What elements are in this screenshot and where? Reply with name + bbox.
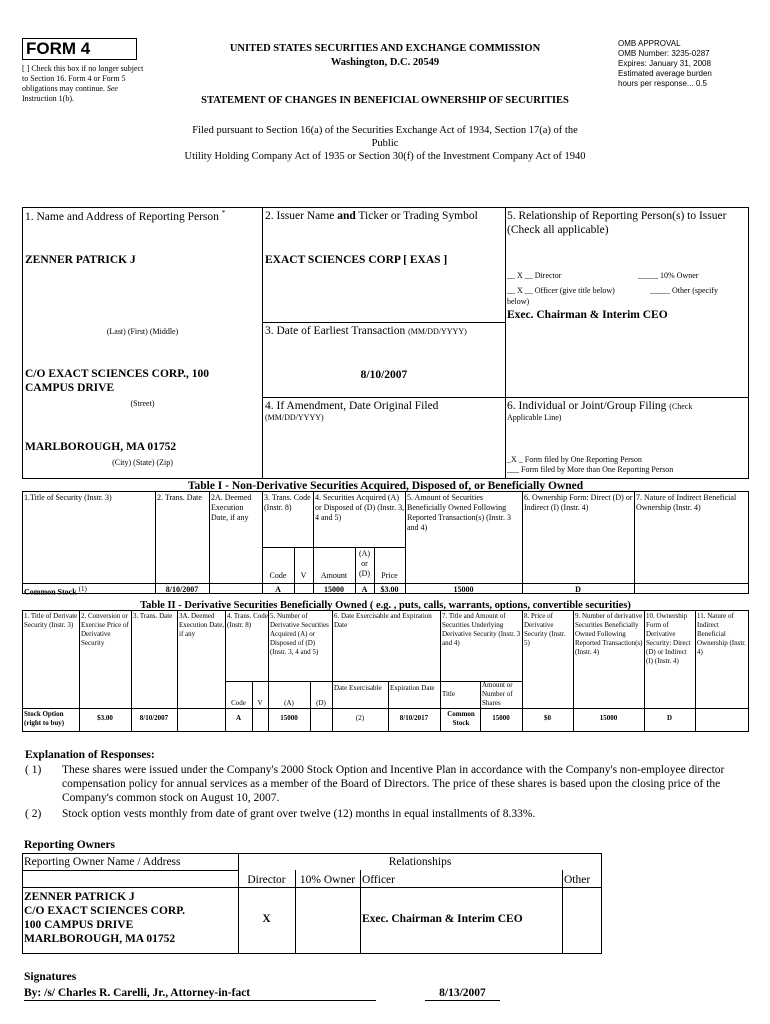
top-form-grid [22, 207, 749, 479]
t1-h-date: 2. Trans. Date [157, 493, 202, 502]
director-checkbox[interactable]: __ X __ Director [507, 271, 562, 280]
filing-one-person[interactable]: _X _ Form filed by One Reporting Person [507, 455, 642, 464]
t2-h-title: 1. Title of Derivate Security (Instr. 3) [24, 612, 78, 629]
t2-h-conversion: 2. Conversion or Exercise Price of Derivative Security [81, 612, 129, 647]
t1-aord: A [361, 585, 368, 594]
t2-sub-code: Code [231, 699, 246, 707]
t1-date: 8/10/2007 [165, 585, 199, 594]
reporting-owners-heading: Reporting Owners [24, 839, 116, 851]
explanation-text-2: Stock option vests monthly from date of grant over twelve (12) months in equal installments of 8.33%. [62, 808, 536, 820]
box4-label: 4. If Amendment, Date Original Filed [265, 400, 439, 412]
t1-sub-v: V [300, 571, 307, 580]
owner-address: ZENNER PATRICK J C/O EXACT SCIENCES CORP. 100 CAMPUS DRIVE MARLBOROUGH, MA 01752 [24, 891, 186, 945]
table2-title: Table II - Derivative Securities Beneficially Owned ( e.g. , puts, calls, warrants, options, convertible securities) [140, 600, 631, 611]
box2-label: 2. Issuer Name and Ticker or Trading Symbol [265, 210, 478, 222]
t2-h-code: 4. Trans. Code (Instr. 8) [227, 612, 268, 629]
t2-h-owned: 9. Number of derivative Securities Beneficially Owned Following Reported Transaction(s) (Instr. 4) [575, 612, 643, 656]
t2-sub-exercisable: Date Exercisable [334, 684, 382, 692]
t1-sub-aord: (A) or (D) [358, 549, 371, 578]
agency-location: Washington, D.C. 20549 [330, 57, 440, 68]
box6-label: 6. Individual or Joint/Group Filing (Check [507, 400, 693, 412]
t2-date: 8/10/2007 [139, 714, 169, 722]
omb-burden: Estimated average burden [618, 69, 712, 78]
check-box-note: [ ] Check this box if no longer subject to Section 16. Form 4 or Form 5 obligations may continue. See Instruction 1(b). [22, 64, 144, 103]
below-label: below) [507, 297, 530, 306]
col-officer: Officer [362, 874, 395, 886]
t2-price: $3.00 [97, 714, 113, 722]
explanation-num-2: ( 2) [25, 808, 42, 820]
earliest-transaction-date: 8/10/2007 [360, 369, 408, 381]
table1-title: Table I - Non-Derivative Securities Acquired, Disposed of, or Beneficially Owned [187, 480, 584, 492]
t1-h-deemed: 2A. Deemed Execution Date, if any [211, 493, 252, 522]
other-checkbox[interactable]: _____ Other (specify [650, 286, 718, 295]
reporting-person-name: ZENNER PATRICK J [25, 254, 136, 266]
t1-sub-price: Price [381, 571, 398, 580]
t2-a: 15000 [280, 714, 298, 722]
t1-form: D [575, 585, 581, 594]
t2-sub-amount: Amount or Number of Shares [482, 681, 513, 707]
name-parts-label: (Last) (First) (Middle) [106, 327, 179, 336]
box5-label: 5. Relationship of Reporting Person(s) to Issuer (Check all applicable) [507, 210, 727, 236]
ten-percent-owner-checkbox[interactable]: _____ 10% Owner [638, 271, 699, 280]
col-relationships: Relationships [388, 856, 452, 868]
explanation-text-1: These shares were issued under the Company's 2000 Stock Option and Incentive Plan in accordance with the Company's non-employee director compensation policy for annual services as a member of the Board of Directors. The price of these shares is based upon the closing price of the Company's common stock on August 10, 2007. [62, 764, 725, 804]
t1-price: $3.00 [380, 585, 399, 594]
t2-sub-d: (D) [316, 699, 326, 707]
t2-h-underlying: 7. Title and Amount of Securities Underlying Derivative Security (Instr. 3 and 4) [442, 612, 521, 647]
filing-multiple-persons[interactable]: ___ Form filed by More than One Reporting Person [507, 465, 674, 474]
col-other: Other [564, 874, 591, 886]
explanation-heading: Explanation of Responses: [25, 749, 155, 761]
omb-number: OMB Number: 3235-0287 [618, 49, 710, 58]
t1-h-owned: 5. Amount of Securities Beneficially Owned Following Reported Transaction(s) (Instr. 3 and 4) [407, 493, 511, 532]
t2-h-price: 8. Price of Derivative Security (Instr. 5) [524, 612, 566, 647]
officer-title: Exec. Chairman & Interim CEO [507, 309, 668, 321]
signatures-heading: Signatures [24, 971, 77, 983]
city-label: (City) (State) (Zip) [112, 458, 173, 467]
col-owner-name: Reporting Owner Name / Address [24, 856, 181, 868]
form-title: FORM 4 [22, 38, 137, 60]
t2-form: D [666, 714, 673, 722]
t1-h-acquired: 4. Securities Acquired (A) or Disposed of (D) (Instr. 3, 4 and 5) [315, 493, 405, 522]
owner-director-mark: X [262, 913, 271, 925]
t2-h-date: 3. Trans. Date [133, 612, 173, 620]
omb-approval-block [618, 39, 768, 89]
filed-pursuant: Filed pursuant to Section 16(a) of the Securities Exchange Act of 1934, Section 17(a) of the Public Utility Holding Company Act of 1935 or Section 30(f) of the Investment Company Act of 1940 [184, 125, 586, 162]
t2-underlying-title: Common Stock [447, 710, 475, 727]
t2-security: Stock Option (right to buy) [24, 710, 65, 727]
t2-underlying-amount: 15000 [492, 714, 510, 722]
t1-sub-code: Code [269, 571, 287, 580]
t1-h-form: 6. Ownership Form: Direct (D) or Indirect (I) (Instr. 4) [524, 493, 633, 512]
reporting-person-city: MARLBOROUGH, MA 01752 [25, 441, 177, 453]
t2-sub-v: V [257, 699, 263, 707]
t2-sub-expiration: Expiration Date [390, 684, 435, 692]
t1-code: A [275, 585, 281, 594]
t2-h-nature: 11. Nature of Indirect Beneficial Ownership (Instr. 4) [697, 612, 746, 656]
t2-h-exercisable: 6. Date Exercisable and Expiration Date [334, 612, 432, 629]
t2-deriv-price: $0 [544, 714, 551, 722]
t1-h-title: 1.Title of Security (Instr. 3) [24, 493, 112, 502]
box6-label2: Applicable Line) [507, 413, 562, 422]
t2-h-deemed: 3A. Deemed Execution Date, if any [179, 612, 225, 638]
explanation-num-1: ( 1) [25, 764, 42, 776]
t1-owned: 15000 [453, 585, 474, 594]
omb-approval: OMB APPROVAL [618, 39, 681, 48]
t1-h-code: 3. Trans. Code (Instr. 8) [264, 493, 311, 512]
issuer-name: EXACT SCIENCES CORP [ EXAS ] [265, 254, 448, 266]
officer-checkbox[interactable]: __ X __ Officer (give title below) [507, 286, 615, 295]
t2-h-number: 5. Number of Derivative Securities Acquired (A) or Disposed of (D) (Instr. 3, 4 and 5) [270, 612, 329, 656]
t2-exercisable: (2) [355, 714, 365, 722]
t1-security: Common Stock $^{(1)}$ [24, 585, 87, 597]
t1-h-nature: 7. Nature of Indirect Beneficial Ownership (Instr. 4) [636, 493, 737, 512]
omb-hours: hours per response... 0.5 [618, 79, 707, 88]
statement-title: STATEMENT OF CHANGES IN BENEFICIAL OWNERSHIP OF SECURITIES [201, 95, 569, 106]
reporting-person-street: C/O EXACT SCIENCES CORP., 100 CAMPUS DRIVE [25, 368, 210, 394]
t2-expiration: 8/10/2017 [399, 714, 429, 722]
t2-sub-title: Title [442, 690, 455, 698]
t2-h-form: 10. Ownership Form of Derivative Security: Direct (D) or Indirect (I) (Instr. 4) [646, 612, 691, 665]
signature-date: 8/13/2007 [425, 986, 500, 1001]
col-director: Director [247, 874, 286, 886]
owner-officer-title: Exec. Chairman & Interim CEO [362, 913, 523, 925]
signature-by: By: /s/ Charles R. Carelli, Jr., Attorney-in-fact [24, 986, 376, 1001]
t2-code: A [235, 714, 242, 722]
t1-sub-amount: Amount [320, 571, 348, 580]
t1-amount: 15000 [324, 585, 344, 594]
omb-expires: Expires: January 31, 2008 [618, 59, 711, 68]
box1-label: 1. Name and Address of Reporting Person * [25, 209, 226, 223]
box3-label: 3. Date of Earliest Transaction (MM/DD/YYYY) [265, 325, 467, 337]
box4-format: (MM/DD/YYYY) [265, 413, 324, 422]
col-ten-owner: 10% Owner [299, 874, 356, 886]
t2-sub-a: (A) [284, 699, 294, 707]
street-label: (Street) [130, 399, 155, 408]
t2-owned: 15000 [599, 714, 618, 722]
agency-name: UNITED STATES SECURITIES AND EXCHANGE COMMISSION [229, 43, 541, 54]
